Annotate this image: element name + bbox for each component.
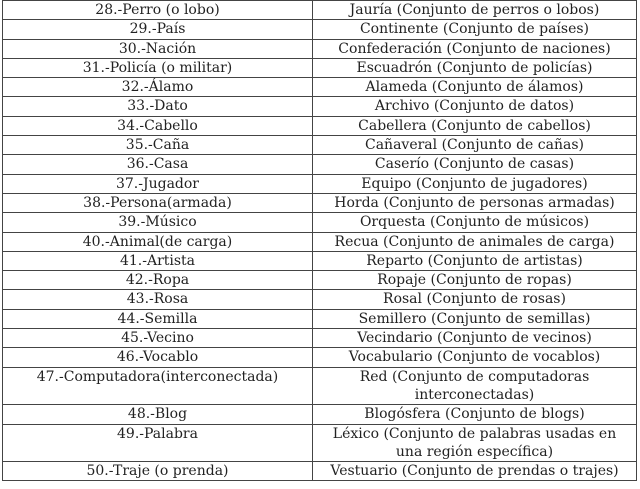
noun-cell: 38.-Persona(armada) xyxy=(3,193,313,212)
collective-text: Horda (Conjunto de personas armadas) xyxy=(334,194,615,211)
collective-cell xyxy=(313,367,637,405)
collective-text: Escuadrón (Conjunto de policías) xyxy=(356,59,593,76)
table-row xyxy=(3,290,637,309)
collective-text: Orquesta (Conjunto de músicos) xyxy=(359,214,590,231)
collective-cell xyxy=(313,251,637,270)
collective-cell xyxy=(313,174,637,193)
collective-cell xyxy=(313,58,637,77)
noun-cell: 31.-Policía (o militar) xyxy=(3,58,313,77)
noun-cell: 35.-Caña xyxy=(3,136,313,155)
collective-text: Rosal (Conjunto de rosas) xyxy=(383,291,566,308)
noun-cell: 45.-Vecino xyxy=(3,329,313,348)
table-row xyxy=(3,271,637,290)
table-row xyxy=(3,367,637,405)
table-row xyxy=(3,58,637,77)
collective-text: Blogósfera (Conjunto de blogs) xyxy=(364,406,585,423)
collective-text: Cabellera (Conjunto de cabellos) xyxy=(358,117,591,134)
collective-cell xyxy=(313,309,637,328)
table-row xyxy=(3,424,637,462)
collective-text: Archivo (Conjunto de datos) xyxy=(374,98,575,115)
table-row xyxy=(3,462,637,481)
collective-text: Alameda (Conjunto de álamos) xyxy=(365,79,584,96)
table-row xyxy=(3,251,637,270)
collective-cell xyxy=(313,116,637,135)
collective-text: Reparto (Conjunto de artistas) xyxy=(366,252,583,269)
table-row xyxy=(3,1,637,20)
collective-text: Cañaveral (Conjunto de cañas) xyxy=(365,137,584,154)
collective-text: Equipo (Conjunto de jugadores) xyxy=(361,175,588,192)
noun-cell: 47.-Computadora(interconectada) xyxy=(3,367,313,405)
table-row xyxy=(3,39,637,58)
collective-cell xyxy=(313,39,637,58)
noun-cell: 34.-Cabello xyxy=(3,116,313,135)
table-row xyxy=(3,309,637,328)
collective-cell xyxy=(313,97,637,116)
collective-text: Semillero (Conjunto de semillas) xyxy=(358,310,591,327)
collective-cell xyxy=(313,1,637,20)
collective-text-continued: una región específica) xyxy=(395,443,554,460)
table-body xyxy=(3,1,637,481)
collective-cell xyxy=(313,78,637,97)
noun-cell: 39.-Músico xyxy=(3,213,313,232)
collective-cell xyxy=(313,348,637,367)
collective-cell xyxy=(313,271,637,290)
noun-cell: 29.-País xyxy=(3,20,313,39)
noun-cell: 37.-Jugador xyxy=(3,174,313,193)
table-row xyxy=(3,405,637,424)
noun-cell: 40.-Animal(de carga) xyxy=(3,232,313,251)
collective-cell xyxy=(313,193,637,212)
collective-text: Continente (Conjunto de países) xyxy=(359,21,590,38)
collective-text-continued: interconectadas) xyxy=(414,386,535,403)
collective-text: Jauría (Conjunto de perros o lobos) xyxy=(349,2,600,18)
table-row xyxy=(3,78,637,97)
collective-text: Vecindario (Conjunto de vecinos) xyxy=(357,330,592,347)
collective-nouns-table xyxy=(2,0,637,481)
noun-cell: 32.-Álamo xyxy=(3,78,313,97)
collective-text: Vocabulario (Conjunto de vocablos) xyxy=(348,349,601,366)
noun-cell: 50.-Traje (o prenda) xyxy=(3,462,313,481)
table-row xyxy=(3,155,637,174)
collective-text: Ropaje (Conjunto de ropas) xyxy=(377,272,572,289)
table-row xyxy=(3,136,637,155)
table-row xyxy=(3,20,637,39)
noun-cell: 28.-Perro (o lobo) xyxy=(3,1,313,20)
table-row xyxy=(3,116,637,135)
noun-cell: 49.-Palabra xyxy=(3,424,313,462)
table-row xyxy=(3,174,637,193)
noun-cell: 41.-Artista xyxy=(3,251,313,270)
collective-text: Confederación (Conjunto de naciones) xyxy=(338,40,611,57)
collective-cell xyxy=(313,329,637,348)
table-row xyxy=(3,97,637,116)
collective-cell xyxy=(313,424,637,462)
collective-cell xyxy=(313,136,637,155)
collective-text: Vestuario (Conjunto de prendas o trajes) xyxy=(330,463,619,480)
collective-cell xyxy=(313,290,637,309)
table-row xyxy=(3,348,637,367)
table-row xyxy=(3,193,637,212)
collective-text: Red (Conjunto de computadoras xyxy=(359,368,590,385)
collective-cell xyxy=(313,155,637,174)
noun-cell: 42.-Ropa xyxy=(3,271,313,290)
collective-cell xyxy=(313,405,637,424)
noun-cell: 43.-Rosa xyxy=(3,290,313,309)
table-row xyxy=(3,329,637,348)
table-row xyxy=(3,232,637,251)
collective-nouns-table-container xyxy=(2,0,636,481)
collective-text: Caserío (Conjunto de casas) xyxy=(374,156,575,173)
collective-text: Léxico (Conjunto de palabras usadas en xyxy=(332,425,617,442)
noun-cell: 44.-Semilla xyxy=(3,309,313,328)
noun-cell: 36.-Casa xyxy=(3,155,313,174)
collective-cell xyxy=(313,213,637,232)
table-row xyxy=(3,213,637,232)
collective-cell xyxy=(313,462,637,481)
collective-text: Recua (Conjunto de animales de carga) xyxy=(334,233,615,250)
noun-cell: 33.-Dato xyxy=(3,97,313,116)
noun-cell: 46.-Vocablo xyxy=(3,348,313,367)
noun-cell: 48.-Blog xyxy=(3,405,313,424)
collective-cell xyxy=(313,20,637,39)
noun-cell: 30.-Nación xyxy=(3,39,313,58)
collective-cell xyxy=(313,232,637,251)
